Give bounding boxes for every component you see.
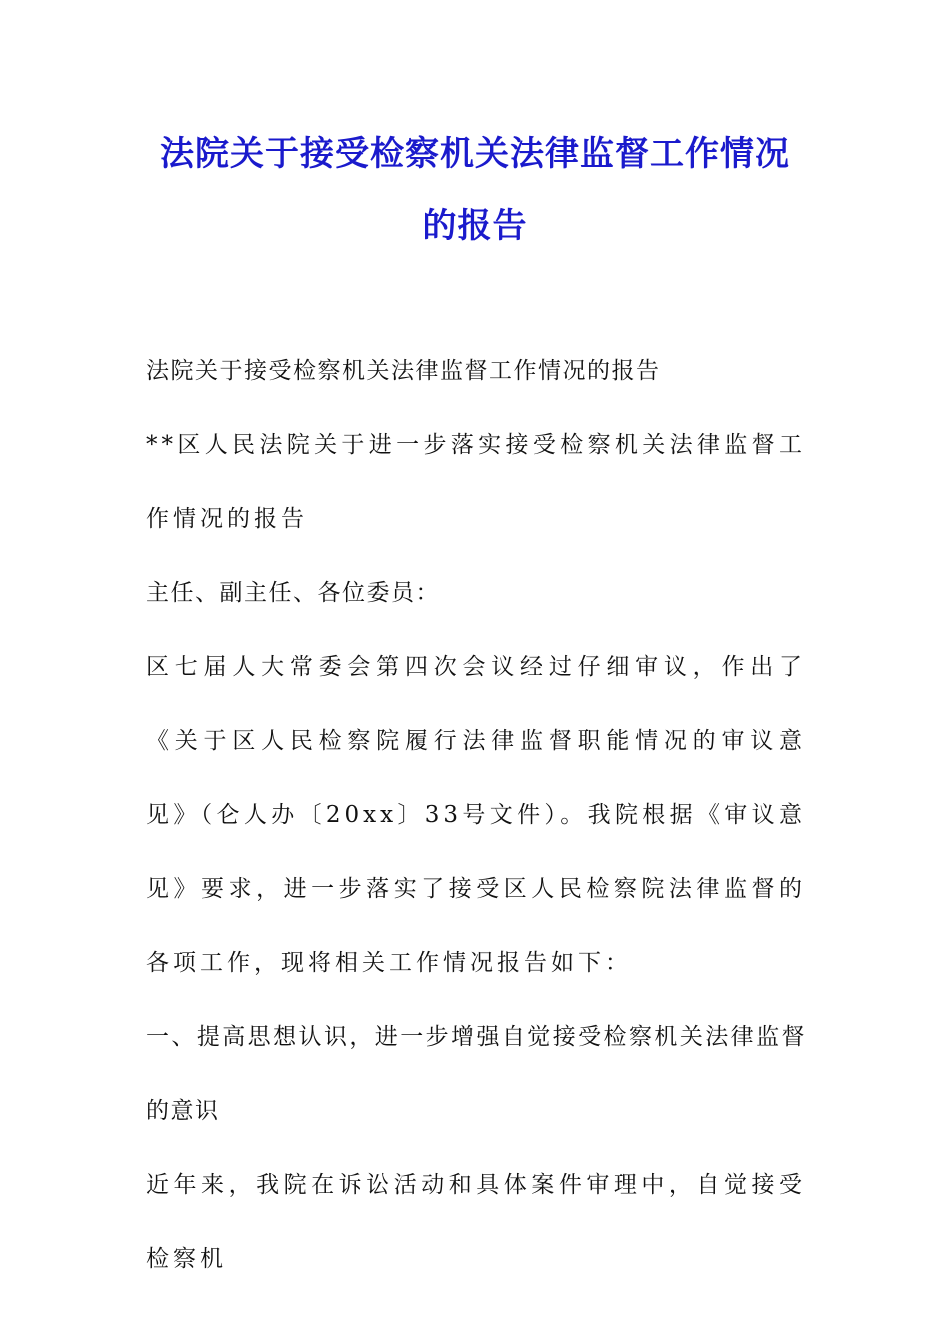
paragraph-report-heading: **区人民法院关于进一步落实接受检察机关法律监督工作情况的报告 [146, 432, 806, 532]
paragraph-salutation: 主任、副主任、各位委员： [146, 580, 440, 606]
title-line-2: 的报告 [422, 206, 528, 246]
document-body [146, 334, 806, 1296]
title-line-1: 法院关于接受检察机关法律监督工作情况 [160, 134, 790, 174]
paragraph-section-one-heading: 一、提高思想认识，进一步增强自觉接受检察机关法律监督的意识 [146, 1024, 806, 1124]
document-title [120, 118, 830, 262]
paragraph-intro: 区七届人大常委会第四次会议经过仔细审议，作出了《关于区人民检察院履行法律监督职能情况的审议意见》（仑人办〔20xx〕33号文件）。我院根据《审议意见》要求，进一步落实了接受区人民检察院法律监督的各项工作，现将相关工作情况报告如下： [146, 654, 806, 976]
paragraph-subtitle: 法院关于接受检察机关法律监督工作情况的报告 [146, 358, 661, 384]
paragraph-section-one-body: 近年来，我院在诉讼活动和具体案件审理中，自觉接受检察机 [146, 1172, 806, 1272]
